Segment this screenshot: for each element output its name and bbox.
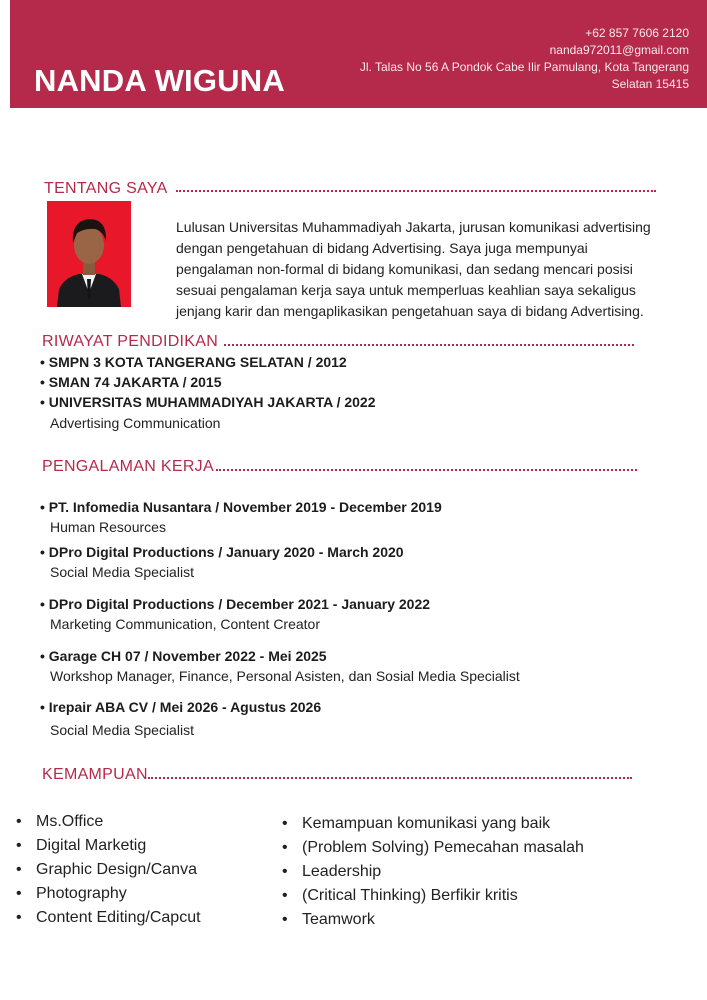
job-title: • PT. Infomedia Nusantara / November 2019 - December 2019 [40, 499, 442, 515]
skills-list-left [16, 810, 276, 930]
section-divider-experience [216, 469, 637, 471]
skill-item [16, 834, 276, 858]
skill-label: (Critical Thinking) Berfikir kritis [302, 887, 518, 904]
bullet-icon: • [16, 837, 22, 854]
section-title-education: RIWAYAT PENDIDIKAN [42, 333, 219, 350]
skill-label: Ms.Office [36, 813, 104, 830]
skill-item [282, 812, 692, 836]
address-line-2: Selatan 15415 [611, 77, 689, 91]
bullet-icon: • [282, 887, 288, 904]
bullet-icon: • [282, 863, 288, 880]
bullet-icon: • [16, 861, 22, 878]
profile-photo [47, 201, 131, 307]
job-role: Workshop Manager, Finance, Personal Asisten, dan Sosial Media Specialist [50, 668, 520, 684]
skill-label: Graphic Design/Canva [36, 861, 197, 878]
skill-label: Content Editing/Capcut [36, 909, 201, 926]
person-portrait-icon [47, 201, 131, 307]
bullet-icon: • [16, 885, 22, 902]
skill-item [282, 884, 692, 908]
job-role: Human Resources [50, 519, 166, 535]
skill-label: Teamwork [302, 911, 375, 928]
bullet-icon: • [282, 839, 288, 856]
job-role: Social Media Specialist [50, 564, 194, 580]
bullet-icon: • [282, 911, 288, 928]
skill-item [16, 810, 276, 834]
section-title-about: TENTANG SAYA [44, 180, 168, 197]
contact-info [329, 25, 689, 93]
bullet-icon: • [282, 815, 288, 832]
email-address: nanda972011@gmail.com [549, 43, 689, 57]
education-item: • UNIVERSITAS MUHAMMADIYAH JAKARTA / 2022 [40, 394, 376, 410]
skill-label: (Problem Solving) Pemecahan masalah [302, 839, 584, 856]
skill-item [16, 858, 276, 882]
job-title: • DPro Digital Productions / December 2021 - January 2022 [40, 596, 431, 612]
skill-label: Leadership [302, 863, 382, 880]
job-entry [40, 594, 640, 635]
job-entry [40, 697, 640, 741]
section-divider-about [176, 190, 656, 192]
job-entry [40, 646, 640, 687]
skill-item [282, 836, 692, 860]
about-paragraph [176, 217, 670, 322]
skill-label: Kemampuan komunikasi yang baik [302, 815, 551, 832]
about-text: Lulusan Universitas Muhammadiyah Jakarta, jurusan komunikasi advertising dengan pengetahuan di bidang Advertising. Saya juga mempunyai pengalaman non-formal di bidang komunikasi, dan sedang mencari posisi sesuai pengalaman kerja saya untuk memperluas keahlian saya sekaligus jenjang karir dan mengaplikasikan pengetahuan saya di bidang Advertising. [176, 219, 651, 319]
job-title: • DPro Digital Productions / January 2020 - March 2020 [40, 544, 404, 560]
skill-label: Digital Marketig [36, 837, 147, 854]
job-role: Social Media Specialist [50, 722, 194, 738]
job-entry [40, 542, 640, 583]
section-title-skills: KEMAMPUAN [42, 766, 148, 783]
bullet-icon: • [16, 909, 22, 926]
job-entry [40, 497, 640, 538]
person-name: NANDA WIGUNA [34, 63, 285, 98]
header-banner [10, 0, 707, 108]
job-title: • Irepair ABA CV / Mei 2026 - Agustus 2026 [40, 699, 322, 715]
section-divider-education [224, 344, 634, 346]
education-list [40, 352, 376, 412]
bullet-icon: • [16, 813, 22, 830]
section-title-experience: PENGALAMAN KERJA [42, 458, 214, 475]
skill-item [282, 908, 692, 932]
job-role: Marketing Communication, Content Creator [50, 616, 321, 632]
job-title: • Garage CH 07 / November 2022 - Mei 2025 [40, 648, 327, 664]
skill-label: Photography [36, 885, 127, 902]
education-item: • SMPN 3 KOTA TANGERANG SELATAN / 2012 [40, 354, 347, 370]
skill-item [16, 882, 276, 906]
address-line-1: Jl. Talas No 56 A Pondok Cabe Ilir Pamulang, Kota Tangerang [359, 60, 689, 74]
education-item: • SMAN 74 JAKARTA / 2015 [40, 374, 222, 390]
skills-list-right [282, 812, 692, 932]
skill-item [282, 860, 692, 884]
section-divider-skills [148, 777, 632, 779]
phone-number: +62 857 7606 2120 [585, 26, 689, 40]
education-major: Advertising Communication [50, 415, 221, 431]
skill-item [16, 906, 276, 930]
